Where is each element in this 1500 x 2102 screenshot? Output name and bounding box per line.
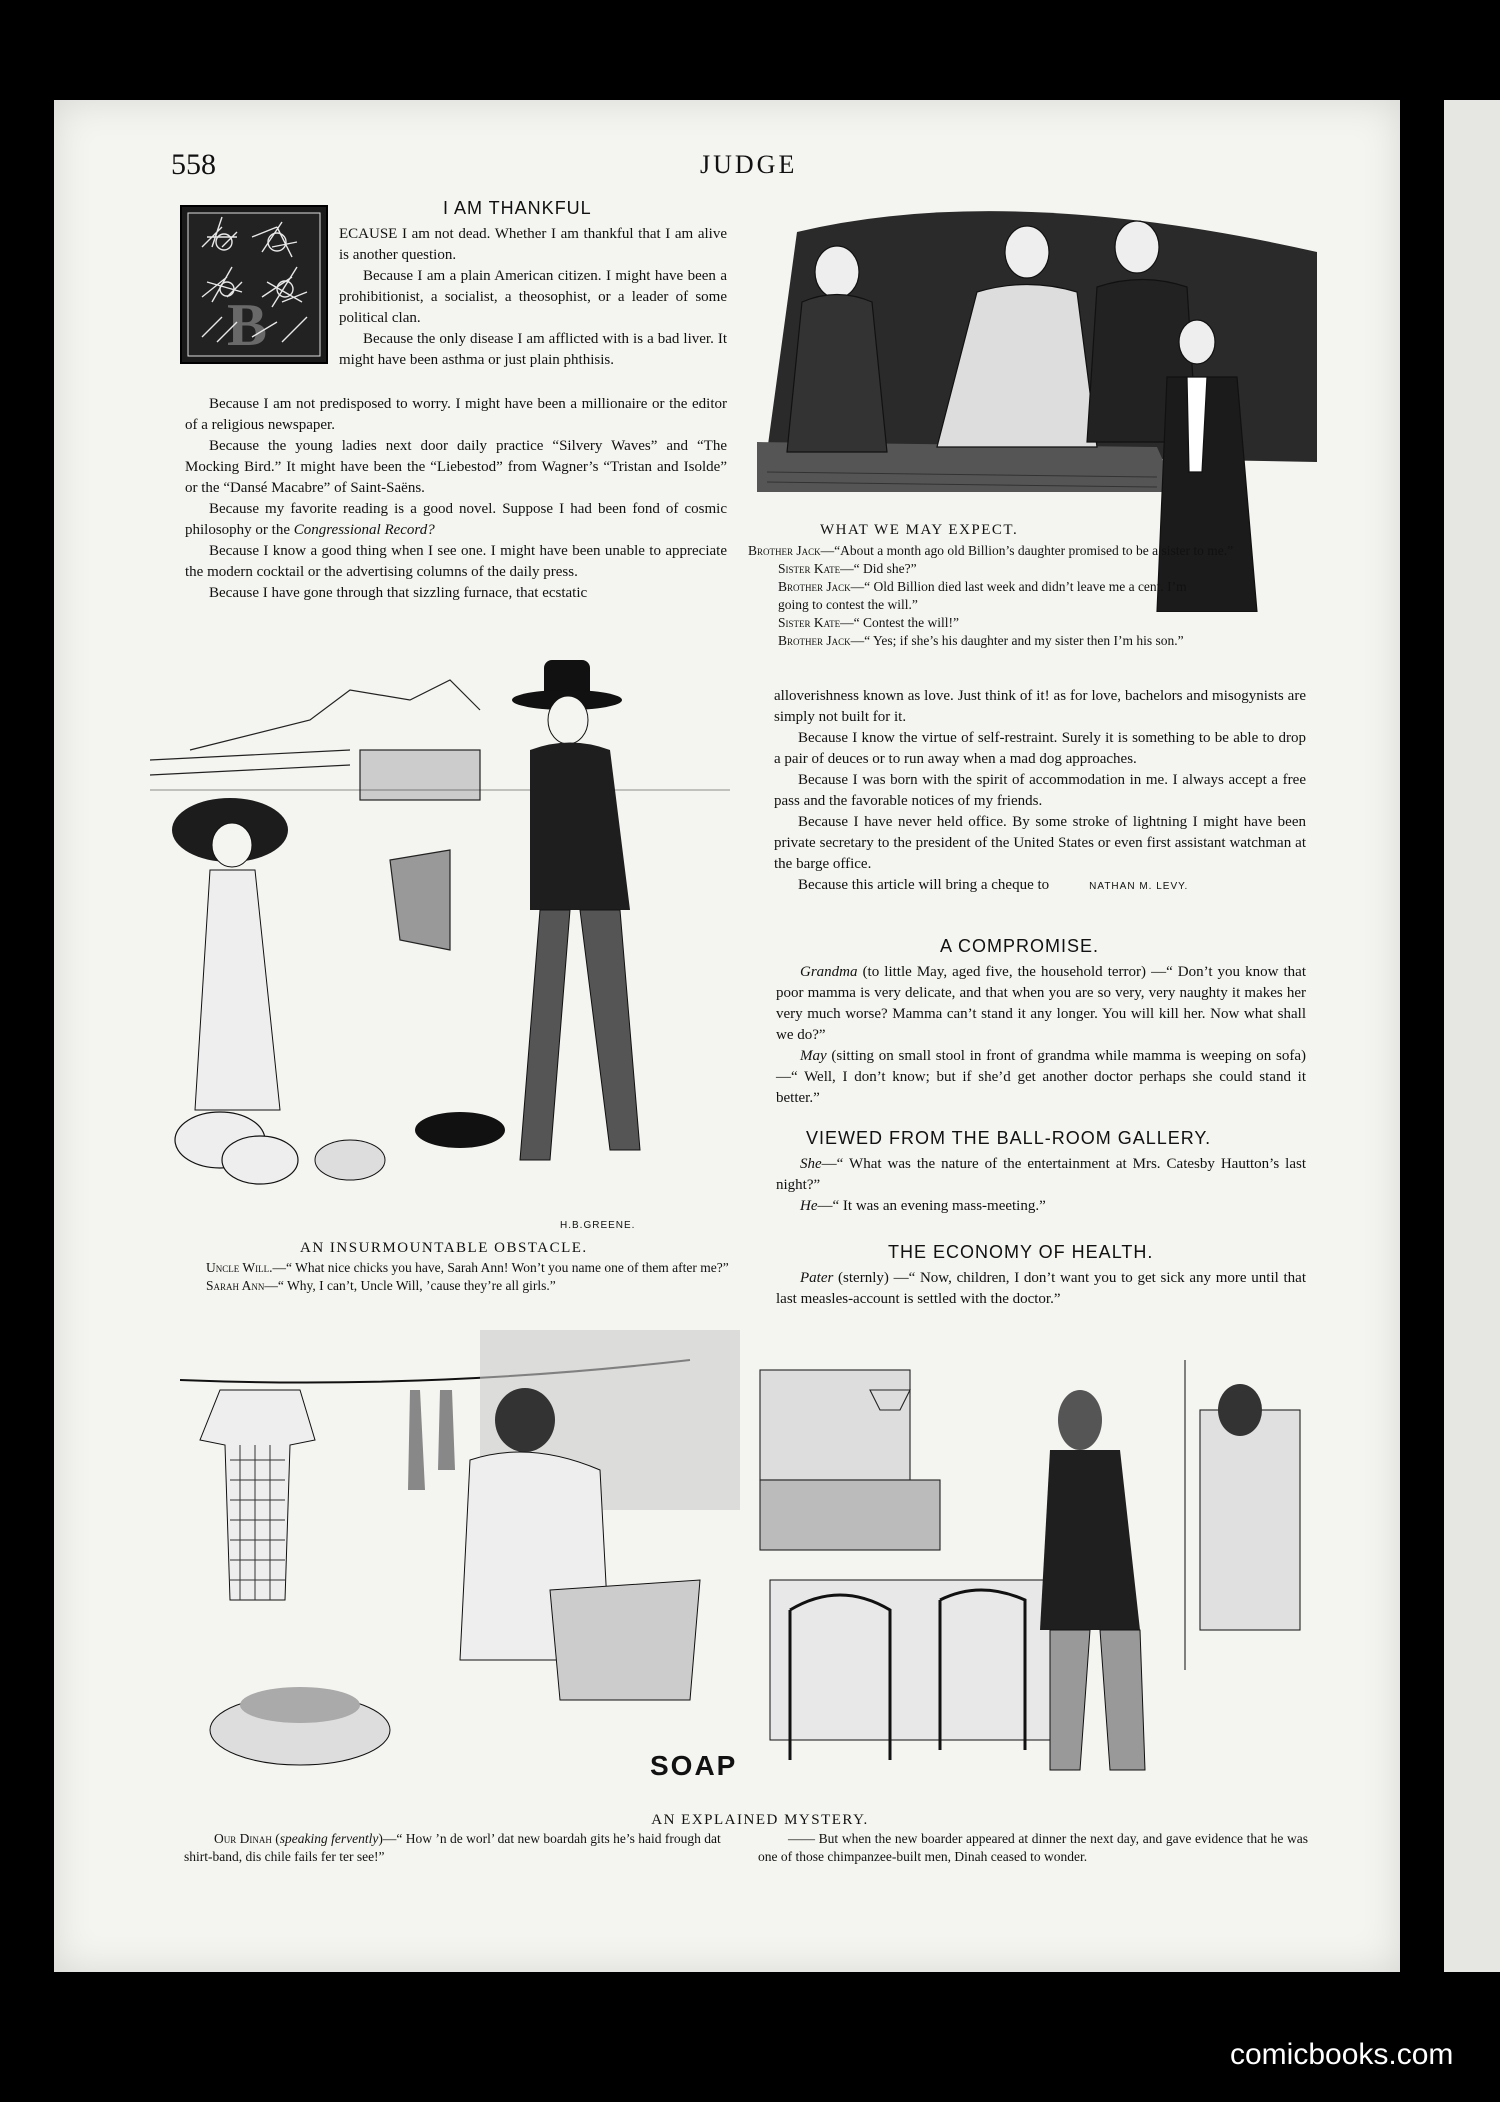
caption-mystery-right — [758, 1830, 1308, 1866]
thankful-paragraph-3: Because the only disease I am afflicted with is a bad liver. It might have been asthma or just plain phthisis. — [339, 331, 727, 368]
ballroom-paragraph-1 — [776, 1154, 1306, 1196]
caption-title-expect: WHAT WE MAY EXPECT. — [820, 522, 1019, 538]
thankful-paragraph-2: Because I am a plain American citizen. I might have been a prohibitionist, a socialist, a theosophist, or a leader of some political clan. — [339, 268, 727, 326]
author-byline: NATHAN M. LEVY. — [1089, 881, 1189, 892]
speaker-sister-kate: Sister Kate — [778, 615, 841, 630]
article-title-economy: THE ECONOMY OF HEALTH. — [888, 1242, 1154, 1262]
speaker-sarah-ann: Sarah Ann — [206, 1278, 265, 1293]
speaker-brother-jack: Brother Jack — [748, 543, 821, 558]
compromise-p2-text: (sitting on small stool in front of grandma while mamma is weeping on sofa) —“ Well, I don’t know; but if she’d get another doctor perhaps she could stand it better.” — [776, 1048, 1306, 1106]
compromise-paragraph-2 — [776, 1046, 1306, 1109]
thankful-cont-1: alloverishness known as love. Just think of it! as for love, bachelors and misogynists are simply not built for it. — [774, 688, 1306, 725]
soap-label: SOAP — [650, 1750, 738, 1781]
thankful-cont-2: Because I know the virtue of self-restraint. Surely it is something to be able to drop a pair of deuces or to run away when a mad dog approaches. — [774, 730, 1306, 767]
speaker-brother-jack: Brother Jack — [778, 579, 851, 594]
caption-title-mystery: AN EXPLAINED MYSTERY. — [651, 1812, 869, 1828]
thankful-paragraph-7: Because I know a good thing when I see one. I might have been unable to appreciate the modern cocktail or the advertising columns of the daily press. — [185, 543, 727, 580]
dialogue-line: —“ Yes; if she’s his daughter and my sister then I’m his son.” — [850, 633, 1184, 648]
thankful-cont-5-text: Because this article will bring a cheque to — [798, 877, 1050, 893]
caption-title-obstacle: AN INSURMOUNTABLE OBSTACLE. — [300, 1240, 588, 1256]
thankful-intro — [339, 224, 727, 371]
compromise-paragraph-1 — [776, 962, 1306, 1046]
speaker-pater: Pater — [800, 1270, 834, 1286]
floral-initial-icon — [182, 207, 326, 362]
illustration-boarder — [750, 1350, 1310, 1800]
article-title-compromise: A COMPROMISE. — [940, 936, 1100, 956]
ballroom-paragraph-2 — [776, 1196, 1306, 1217]
illustration-laundry — [180, 1330, 740, 1800]
thankful-cont-3: Because I was born with the spirit of accommodation in me. I always accept a free pass and the favorable notices of my friends. — [774, 772, 1306, 809]
thankful-p6-title: Congressional Record? — [293, 522, 435, 538]
thankful-continued — [774, 686, 1306, 897]
dialogue-line: —“ Did she?” — [840, 561, 917, 576]
illustration-chicks — [150, 640, 740, 1240]
thankful-first-paragraph: ECAUSE I am not dead. Whether I am thankful that I am alive is another question. — [339, 226, 727, 263]
speaker-he: He — [800, 1198, 818, 1214]
speaker-she: She — [800, 1156, 822, 1172]
thankful-cont-5 — [774, 875, 1306, 897]
artist-signature: H.B.GREENE. — [560, 1220, 636, 1231]
compromise-p1-text: (to little May, aged five, the household terror) —“ Don’t you know that poor mamma is very delicate, and that when you are so very, very naughty it makes her very much worse? Mamma can’t stand it any longer. You will kill her. Now what shall we do?” — [776, 964, 1306, 1043]
speaker-sister-kate: Sister Kate — [778, 561, 841, 576]
thankful-paragraph-8: Because I have gone through that sizzling furnace, that ecstatic — [209, 585, 588, 601]
speaker-uncle-will: Uncle Will — [206, 1260, 270, 1275]
site-watermark: comicbooks.com — [1230, 2038, 1454, 2071]
caption-expect-dialogue — [748, 542, 1308, 650]
svg-text:B: B — [227, 292, 268, 358]
thankful-paragraph-4: Because I am not predisposed to worry. I might have been a millionaire or the editor of a religious newspaper. — [185, 396, 727, 433]
speaker-grandma: Grandma — [800, 964, 858, 980]
caption-mystery-left: Our Dinah (speaking fervently)—“ How ’n de worl’ dat new boardah gits he’s haid frough dat shirt-band, dis chile fails fer ter see!” — [184, 1831, 721, 1864]
decorated-initial-b — [180, 205, 328, 364]
dialogue-line: —“About a month ago old Billion’s daughter promised to be a sister to me.” — [820, 543, 1234, 558]
compromise-body — [776, 962, 1306, 1109]
caption-obstacle-dialogue — [176, 1259, 756, 1295]
adjacent-page-edge — [1440, 100, 1500, 1972]
thankful-cont-4: Because I have never held office. By some stroke of lightning I might have been private secretary to the president of the United States or even first assistant watchman at the barge office. — [774, 814, 1306, 872]
speaker-our-dinah: Our Dinah — [214, 1831, 272, 1846]
thankful-p6-text: Because my favorite reading is a good novel. Suppose I had been fond of cosmic philosophy or the — [185, 501, 727, 538]
thankful-body — [185, 394, 727, 604]
dialogue-line: —“ How ’n de worl’ dat new boardah gits he’s haid frough dat shirt-band, dis chile fails fer ter see!” — [184, 1831, 721, 1864]
masthead: JUDGE — [700, 150, 798, 179]
speaker-brother-jack: Brother Jack — [778, 633, 851, 648]
economy-p1-text: (sternly) —“ Now, children, I don’t want you to get sick any more until that last measles-account is settled with the doctor.” — [776, 1270, 1306, 1307]
economy-body — [776, 1268, 1306, 1310]
ballroom-p2-text: —“ It was an evening mass-meeting.” — [817, 1198, 1046, 1214]
article-title-ballroom: VIEWED FROM THE BALL-ROOM GALLERY. — [806, 1128, 1212, 1148]
stage-direction: speaking fervently — [279, 1831, 379, 1846]
economy-paragraph-1 — [776, 1268, 1306, 1310]
dialogue-line: —“ Old Billion died last week and didn’t leave me a cent. I’m going to contest the will.” — [778, 579, 1187, 612]
thankful-paragraph-6 — [185, 499, 727, 541]
mystery-resolution-text: —— But when the new boarder appeared at dinner the next day, and gave evidence that he was one of those chimpanzee-built men, Dinah ceased to wonder. — [758, 1831, 1308, 1864]
page-number: 558 — [171, 148, 216, 181]
speaker-may: May — [800, 1048, 827, 1064]
ballroom-p1-text: —“ What was the nature of the entertainment at Mrs. Catesby Hautton’s last night?” — [776, 1156, 1306, 1193]
dialogue-line: .—“ What nice chicks you have, Sarah Ann! Won’t you name one of them after me?” — [269, 1260, 729, 1275]
thankful-paragraph-5: Because the young ladies next door daily practice “Silvery Waves” and “The Mocking Bird.” It might have been the “Liebestod” from Wagner’s “Tristan and Isolde” or the “Dansé Macabre” of Saint-Saëns. — [185, 438, 727, 496]
dialogue-line: —“ Contest the will!” — [840, 615, 959, 630]
dialogue-line: —“ Why, I can’t, Uncle Will, ’cause they’re all girls.” — [264, 1278, 556, 1293]
article-title-thankful: I AM THANKFUL — [443, 198, 592, 218]
ballroom-body — [776, 1154, 1306, 1217]
